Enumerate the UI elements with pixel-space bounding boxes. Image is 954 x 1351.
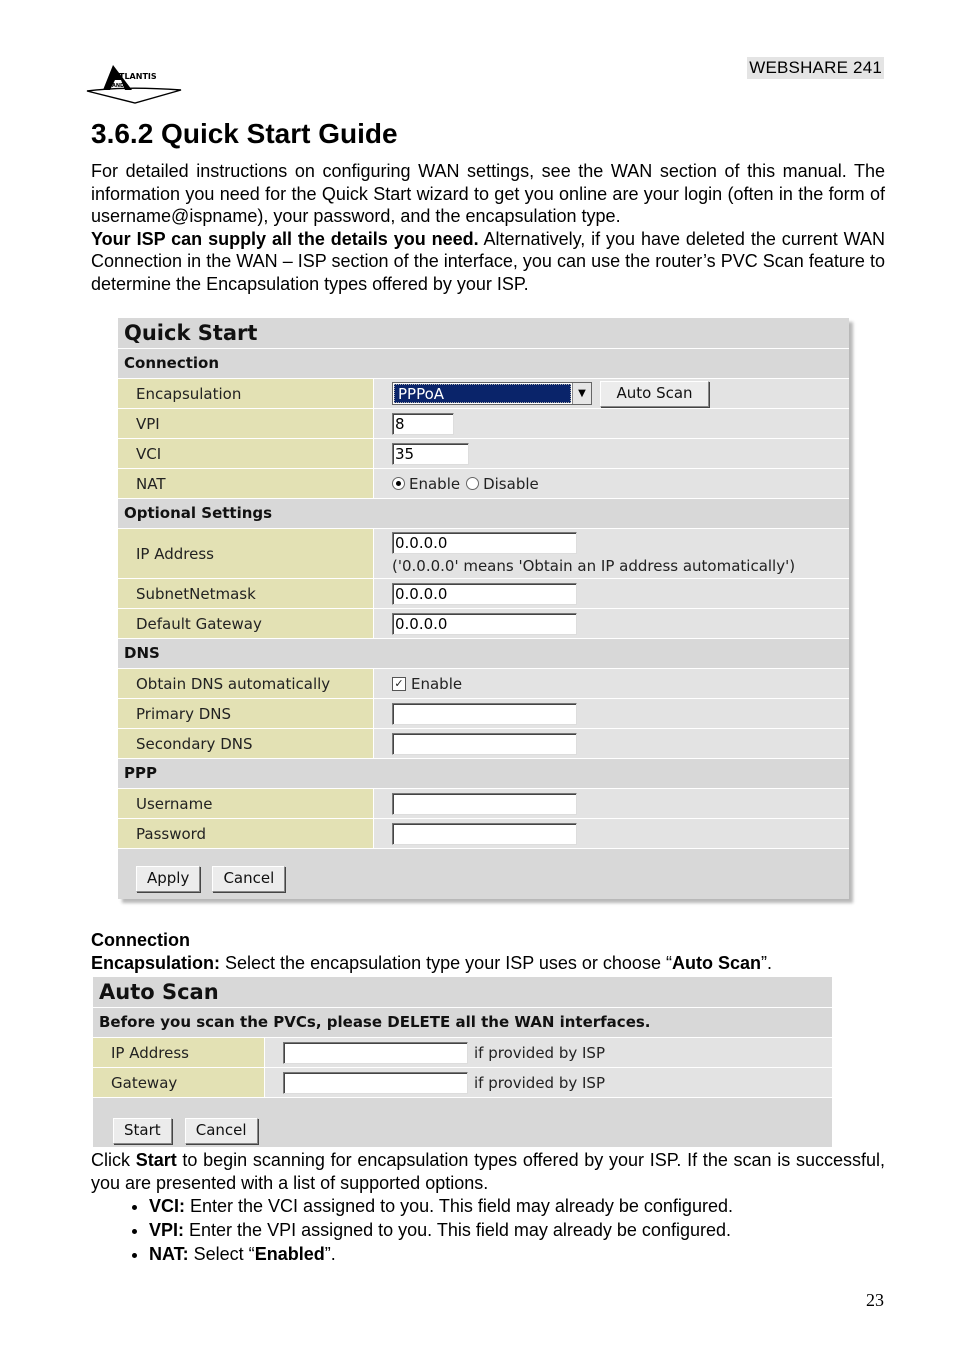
nat-label: NAT <box>118 469 374 498</box>
auto-scan-gateway-label: Gateway <box>93 1068 265 1097</box>
vpi-row <box>118 409 849 439</box>
auto-scan-gateway-hint: if provided by ISP <box>474 1073 605 1092</box>
ip-address-note: ('0.0.0.0' means 'Obtain an IP address automatically') <box>392 557 796 575</box>
vpi-input[interactable]: 8 <box>392 413 454 435</box>
encapsulation-row <box>118 379 849 409</box>
auto-scan-ip-hint: if provided by ISP <box>474 1043 605 1062</box>
username-input[interactable] <box>392 793 577 815</box>
obtain-dns-label: Obtain DNS automatically <box>118 669 374 698</box>
list-item: • NAT: Select “Enabled”. <box>149 1242 733 1266</box>
obtain-dns-row <box>118 669 849 699</box>
secondary-dns-input[interactable] <box>392 733 577 755</box>
start-button[interactable]: Start <box>113 1118 172 1144</box>
intro-paragraph-1: For detailed instructions on configuring WAN settings, see the WAN section of this manual. The information you need for the Quick Start wizard to get you online are your login (often in the form of username@ispname), your password, and the encapsulation type. <box>91 161 885 227</box>
ip-address-row <box>118 529 849 579</box>
page-title: 3.6.2 Quick Start Guide <box>91 118 398 149</box>
auto-scan-gateway-row <box>93 1068 832 1098</box>
quick-start-actions <box>118 849 849 892</box>
apply-button[interactable]: Apply <box>136 866 200 892</box>
primary-dns-input[interactable] <box>392 703 577 725</box>
primary-dns-label: Primary DNS <box>118 699 374 728</box>
password-label: Password <box>118 819 374 848</box>
auto-scan-ip-row <box>93 1038 832 1068</box>
document-model-label: WEBSHARE 241 <box>749 58 882 77</box>
password-row <box>118 819 849 849</box>
list-item: • VPI: Enter the VPI assigned to you. This field may already be configured. <box>149 1218 733 1242</box>
auto-scan-actions <box>93 1098 832 1144</box>
subnet-label: SubnetNetmask <box>118 579 374 608</box>
encapsulation-label: Encapsulation <box>118 379 374 408</box>
dns-heading: DNS <box>118 639 849 669</box>
default-gateway-label: Default Gateway <box>118 609 374 638</box>
logo-subtext: AND <box>112 83 125 89</box>
settings-bullet-list <box>91 1194 733 1266</box>
username-row <box>118 789 849 819</box>
connection-subheading: Connection <box>91 930 190 950</box>
auto-scan-warning: Before you scan the PVCs, please DELETE all the WAN interfaces. <box>93 1008 832 1038</box>
auto-scan-cancel-button[interactable]: Cancel <box>185 1118 258 1144</box>
vci-row <box>118 439 849 469</box>
cancel-button[interactable]: Cancel <box>212 866 285 892</box>
auto-scan-button[interactable]: Auto Scan <box>600 381 709 407</box>
optional-settings-heading: Optional Settings <box>118 499 849 529</box>
intro-paragraph-2: Your ISP can supply all the details you need. Alternatively, if you have deleted the current WAN Connection in the WAN – ISP section of the interface, you can use the router’s PVC Scan feature to determine the Encapsulation types offered by your ISP. <box>91 228 886 294</box>
auto-scan-panel <box>93 977 832 1147</box>
ip-address-label: IP Address <box>118 529 374 578</box>
nat-enable-label: Enable <box>409 474 461 493</box>
quick-start-title: Quick Start <box>118 318 849 349</box>
quick-start-panel <box>118 318 849 899</box>
click-start-paragraph: Click Start to begin scanning for encapsulation types offered by your ISP. If the scan is successful, you are presented with a list of supported options. <box>91 1150 885 1193</box>
atlantis-logo <box>85 60 185 105</box>
vpi-label: VPI <box>118 409 374 438</box>
connection-heading: Connection <box>118 349 849 379</box>
subnet-input[interactable]: 0.0.0.0 <box>392 583 577 605</box>
list-item: • VCI: Enter the VCI assigned to you. This field may already be configured. <box>149 1194 733 1218</box>
primary-dns-row <box>118 699 849 729</box>
ppp-heading: PPP <box>118 759 849 789</box>
auto-scan-ip-label: IP Address <box>93 1038 265 1067</box>
nat-enable-radio[interactable] <box>392 477 405 490</box>
secondary-dns-row <box>118 729 849 759</box>
auto-scan-title: Auto Scan <box>93 977 832 1008</box>
auto-scan-gateway-input[interactable] <box>283 1072 468 1094</box>
auto-scan-ip-input[interactable] <box>283 1042 468 1064</box>
logo-text: TLANTIS <box>119 72 157 81</box>
ip-address-input[interactable]: 0.0.0.0 <box>392 532 577 554</box>
nat-disable-radio[interactable] <box>466 477 479 490</box>
subnet-row <box>118 579 849 609</box>
nat-disable-label: Disable <box>483 474 539 493</box>
intro-text <box>91 160 885 296</box>
encapsulation-select[interactable]: PPPoA ▼ <box>392 382 592 405</box>
nat-row <box>118 469 849 499</box>
encapsulation-description: Encapsulation: Select the encapsulation type your ISP uses or choose “Auto Scan”. <box>91 953 772 973</box>
vci-label: VCI <box>118 439 374 468</box>
secondary-dns-label: Secondary DNS <box>118 729 374 758</box>
obtain-dns-checkbox[interactable]: ✓ <box>392 677 406 691</box>
obtain-dns-enable-label: Enable <box>411 674 463 693</box>
username-label: Username <box>118 789 374 818</box>
password-input[interactable] <box>392 823 577 845</box>
default-gateway-row <box>118 609 849 639</box>
chevron-down-icon[interactable]: ▼ <box>572 383 591 404</box>
page-number: 23 <box>866 1290 884 1310</box>
default-gateway-input[interactable]: 0.0.0.0 <box>392 613 577 635</box>
vci-input[interactable]: 35 <box>392 443 469 465</box>
